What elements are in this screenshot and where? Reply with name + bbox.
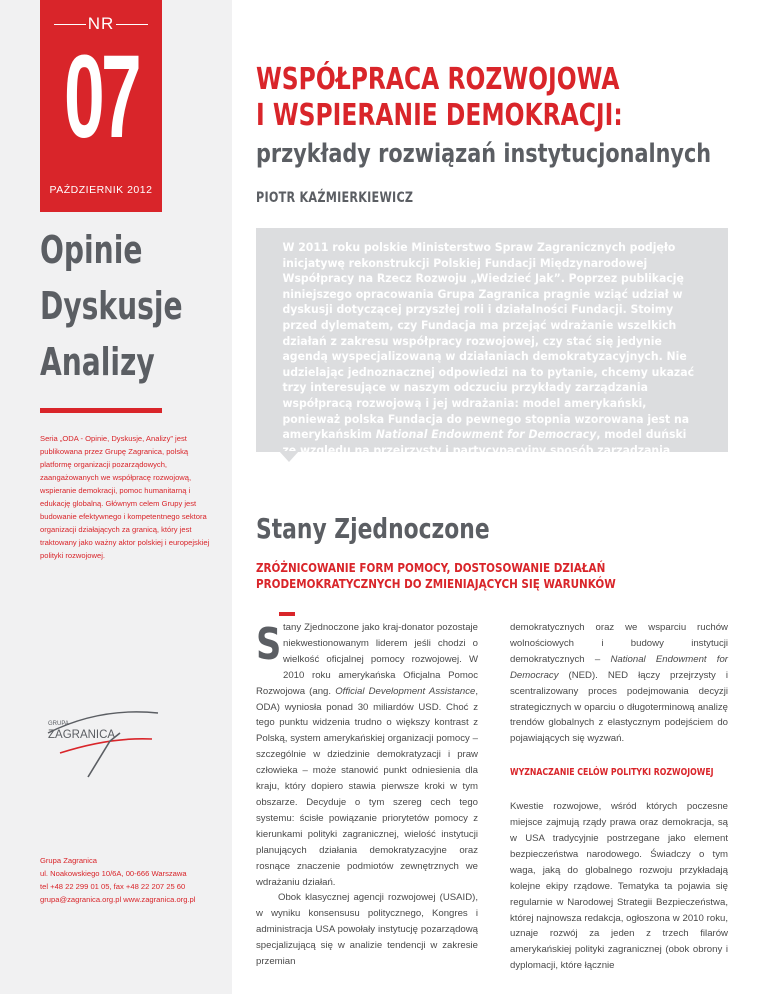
contact-block (40, 854, 230, 906)
issue-number: 07 (64, 31, 138, 163)
brand-line-1: Opinie (40, 228, 143, 272)
contact-name: Grupa Zagranica (40, 856, 97, 865)
grupa-zagranica-logo (40, 703, 162, 781)
col1-paragraph-1: Stany Zjednoczone jako kraj-donator pozostaje niekwestionowanym liderem jeśli chodzi o wielkość oficjalnej pomocy rozwojowej. W 2010 roku amerykańska Oficjalna Pomoc Rozwojowa (ang. Official Development Assistance, ODA) wyniosła ponad 30 miliardów USD. Choć z tego punktu widzenia trudno o większy kontrast z Polską, system amerykańskiej organizacji pomocy – szczególnie w dziedzinie demokratyzacji i praw człowieka – może stanowić punkt odniesienia dla kraju, który dopiero stawia pierwsze kroki w tym obszarze. Decyduje o tym szereg cech tego systemu: ścisłe powiązanie priorytetów pomocy z kierunkami polityki zagranicznej, wielość instytucji planujących działania demokratyzacyjne oraz rosnące znaczenie podmiotów zewnętrznych we wdrażaniu działań. (256, 619, 478, 888)
col2-heading: WYZNACZANIE CELÓW POLITYKI ROZWOJOWEJ (510, 767, 714, 779)
contact-phones: tel +48 22 299 01 05, fax +48 22 207 25 60 (40, 882, 186, 891)
series-note: Seria „ODA - Opinie, Dyskusje, Analizy” jest publikowana przez Grupę Zagranica, polską platformę organizacji pozarządowych, zaangażowanych we współpracę rozwojową, wspieranie demokracji, pomoc humanitarną i edukację globalną. Głównym celem Grupy jest budowanie efektywnego i kompetentnego sektora organizacji działających za granicą, który jest traktowany jako ważny aktor polskiej i europejskiej polityki rozwojowej. (40, 434, 210, 560)
section-rule (279, 612, 295, 616)
col2-paragraph-2: Kwestie rozwojowe, wśród których poczesne miejsce zajmują rządy prawa oraz demokracja, są w USA tradycyjnie postrzegane jako element bezpieczeństwa narodowego. Świadczy o tym waga, jaką do globalnego rozwoju przykładają kolejne ekipy rządowe. Tematyka ta pojawia się regularnie w Narodowej Strategii Bezpieczeństwa, której najnowsza redakcja, ogłoszona w 2010 roku, uznaje rozwój za jeden z trzech filarów amerykańskiej polityki zagranicznej (obok obrony i dyplomacji, które łącznie (510, 801, 728, 972)
title-line-2: I WSPIERANIE DEMOKRACJI: (256, 98, 623, 133)
col2-paragraph-1: demokratycznych oraz we wsparciu ruchów wolnościowych i budowy instytucji demokratycznych – National Endowment for Democracy (NED). NED łączy przejrzysty i scentralizowany proces podejmowania decyzji strategicznych w oparciu o długoterminową analizę trendów globalnych z elastycznym podejściem do pojawiających się wyzwań. (510, 622, 728, 745)
sidebar (0, 0, 232, 994)
article-subtitle: przykłady rozwiązań instytucjonalnych (256, 139, 712, 169)
abstract-text: W 2011 roku polskie Ministerstwo Spraw Zagranicznych podjęło inicjatywę rekonstrukcji Polskiej Fundacji Międzynarodowej Współpracy na Rzecz Rozwoju „Wiedzieć Jak”. Poprzez publikację niniejszego opracowania Grupa Zagranica pragnie wziąć udział w dyskusji dotyczącej przyszłej roli i działalności Fundacji. Stoimy przed dylematem, czy Fundacja ma przejąć wdrażanie wszelkich działań z zakresu współpracy rozwojowej, czy stać się jedynie agendą wyspecjalizowaną w działaniach demokratyzacyjnych. Nie udzielając jednoznacznej odpowiedzi na to pytanie, chcemy ukazać trzy interesujące w naszym odczuciu przykłady zarządzania współpracą rozwojową i jej wdrażania: model amerykański, ponieważ polska Fundacja do pewnego stopnia wzorowana jest na amerykańskim National Endowment for Democracy, model duński ze względu na przejrzysty i partycypacyjny sposób zarządzania współpracą rozwojową, oraz model zastosowany u jednego z nowych donatorów – w Republice Czeskiej. (282, 241, 695, 488)
brand-line-3: Analizy (40, 340, 155, 384)
section-subtitle: ZRÓŻNICOWANIE FORM POMOCY, DOSTOSOWANIE DZIAŁAŃ PRODEMOKRATYCZNYCH DO ZMIENIAJĄCYCH SIĘ WARUNKÓW (256, 560, 616, 591)
article-author: PIOTR KAŹMIERKIEWICZ (256, 190, 414, 206)
article-title (256, 62, 623, 134)
body-column-1 (256, 620, 478, 970)
contact-web[interactable]: grupa@zagranica.org.pl www.zagranica.org.pl (40, 895, 196, 904)
brand-divider (40, 408, 162, 413)
issue-nr-label: NR (40, 14, 162, 34)
brand-line-2: Dyskusje (40, 284, 183, 328)
abstract-notch (279, 451, 299, 462)
body-column-2 (510, 620, 728, 974)
series-brand (40, 222, 183, 390)
section-title: Stany Zjednoczone (256, 512, 490, 545)
abstract-box (256, 228, 728, 488)
col1-paragraph-2: Obok klasycznej agencji rozwojowej (USAID), w wyniku konsensusu politycznego, Kongres i administracja USA powołały instytucję pozarządową specjalizującą się w analizie tendencji w zakresie przemian (256, 892, 478, 968)
issue-badge (40, 0, 162, 212)
issue-date: PAŹDZIERNIK 2012 (49, 184, 153, 196)
title-line-1: WSPÓŁPRACA ROZWOJOWA (256, 62, 620, 97)
dropcap: S (256, 619, 282, 670)
logo-text-zagranica: ZAGRANICA (48, 729, 116, 741)
logo-text-grupa: GRUPA (48, 721, 69, 727)
contact-address: ul. Noakowskiego 10/6A, 00-666 Warszawa (40, 869, 187, 878)
